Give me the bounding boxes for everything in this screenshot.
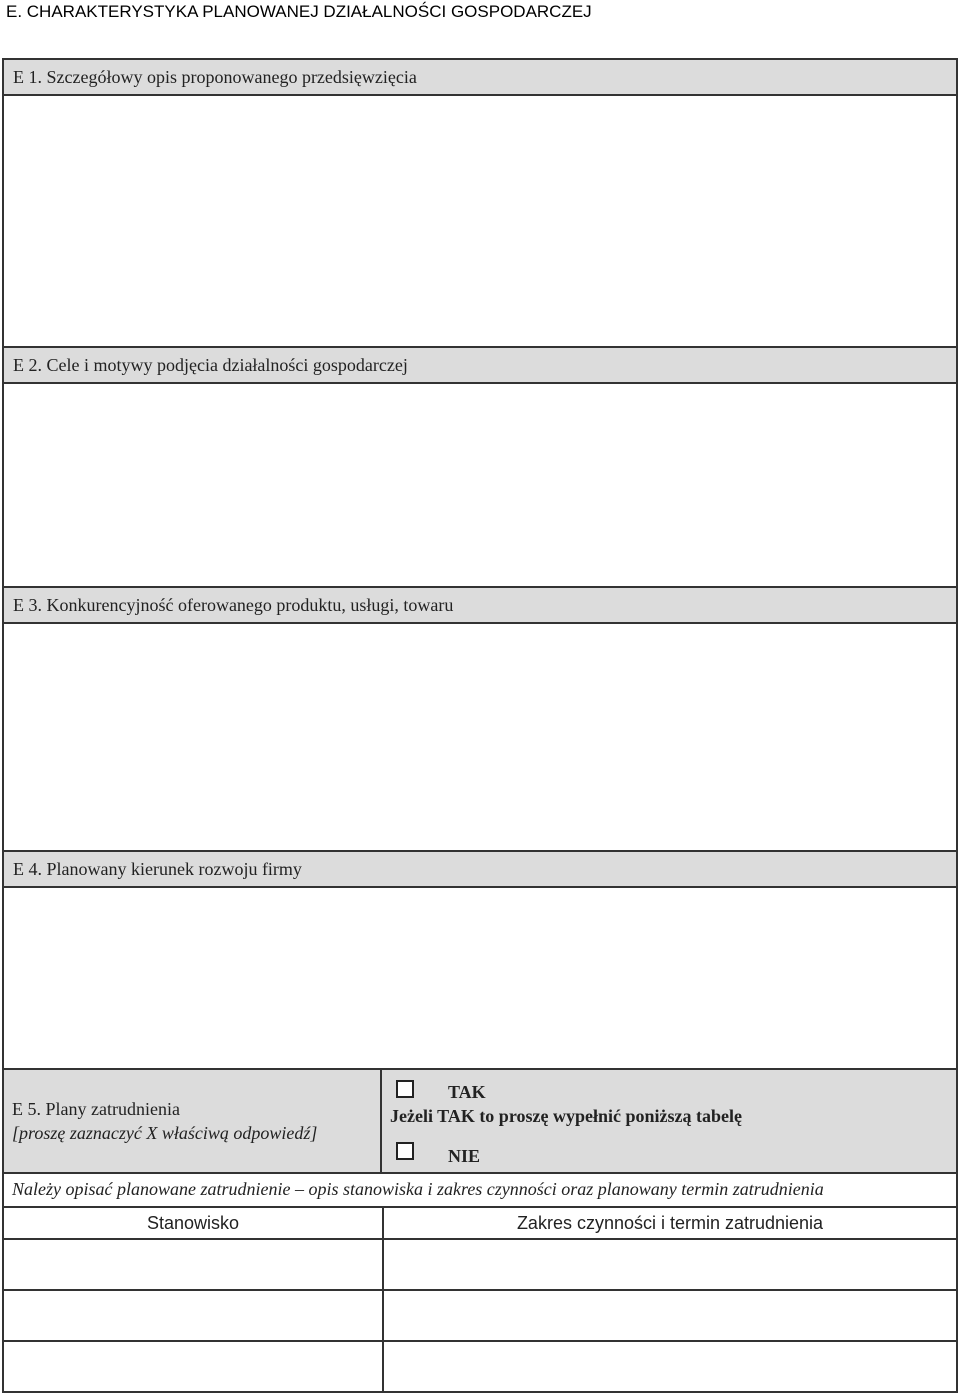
section-e4-heading: E 4. Planowany kierunek rozwoju firmy xyxy=(4,852,956,888)
table-row xyxy=(3,1239,957,1290)
section-e2 xyxy=(2,346,958,588)
section-e2-answer-field[interactable] xyxy=(4,384,956,586)
scope-cell[interactable] xyxy=(383,1290,957,1341)
scope-column-header: Zakres czynności i termin zatrudnienia xyxy=(383,1207,957,1239)
position-cell[interactable] xyxy=(3,1239,383,1290)
section-e2-heading: E 2. Cele i motywy podjęcia działalności gospodarczej xyxy=(4,348,956,384)
table-row xyxy=(3,1341,957,1392)
no-option-label: NIE xyxy=(448,1146,481,1166)
yes-option-label: TAK xyxy=(448,1082,486,1102)
section-e1 xyxy=(2,58,958,348)
section-e5-label-cell xyxy=(4,1070,382,1172)
section-e3-answer-field[interactable] xyxy=(4,624,956,850)
employment-table xyxy=(2,1206,958,1393)
position-column-header: Stanowisko xyxy=(3,1207,383,1239)
scope-cell[interactable] xyxy=(383,1341,957,1392)
section-e5 xyxy=(2,1068,958,1174)
scope-cell[interactable] xyxy=(383,1239,957,1290)
section-e4-answer-field[interactable] xyxy=(4,888,956,1068)
section-e5-heading: E 5. Plany zatrudnienia xyxy=(12,1099,180,1119)
section-e1-heading: E 1. Szczegółowy opis proponowanego przedsięwzięcia xyxy=(4,60,956,96)
yes-option-note: Jeżeli TAK to proszę wypełnić poniższą tabelę xyxy=(390,1106,742,1126)
position-cell[interactable] xyxy=(3,1290,383,1341)
section-e3-heading: E 3. Konkurencyjność oferowanego produktu, usługi, towaru xyxy=(4,588,956,624)
table-row xyxy=(3,1290,957,1341)
yes-checkbox[interactable] xyxy=(396,1080,414,1098)
section-e4 xyxy=(2,850,958,1070)
employment-table-header-row xyxy=(3,1207,957,1239)
no-checkbox[interactable] xyxy=(396,1142,414,1160)
position-cell[interactable] xyxy=(3,1341,383,1392)
section-e5-options xyxy=(382,1070,956,1172)
employment-description: Należy opisać planowane zatrudnienie – opis stanowiska i zakres czynności oraz planowany termin zatrudnienia xyxy=(2,1174,958,1206)
document-title: E. CHARAKTERYSTYKA PLANOWANEJ DZIAŁALNOŚCI GOSPODARCZEJ xyxy=(6,2,592,21)
section-e5-instruction: [proszę zaznaczyć X właściwą odpowiedź] xyxy=(12,1123,318,1143)
section-e1-answer-field[interactable] xyxy=(4,96,956,346)
section-e3 xyxy=(2,586,958,852)
